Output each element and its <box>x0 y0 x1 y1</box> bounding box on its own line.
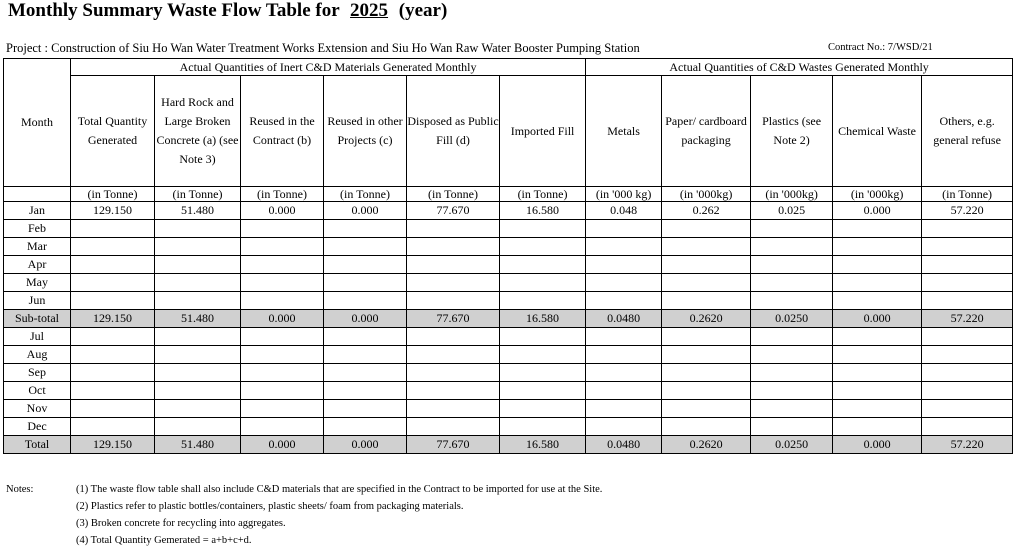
cell-metals: 0.0480 <box>586 436 662 454</box>
cell-metals <box>586 220 662 238</box>
header-others: Others, e.g. general refuse <box>922 76 1013 187</box>
cell-paper: 0.262 <box>662 202 751 220</box>
cell-plastics <box>751 346 833 364</box>
cell-reused-contract <box>241 418 324 436</box>
cell-reused-contract: 0.000 <box>241 202 324 220</box>
cell-plastics <box>751 256 833 274</box>
cell-metals <box>586 292 662 310</box>
cell-metals <box>586 328 662 346</box>
cell-metals <box>586 274 662 292</box>
cell-others <box>922 382 1013 400</box>
cell-others: 57.220 <box>922 310 1013 328</box>
row-month: Sub-total <box>4 310 71 328</box>
cell-reused-other <box>324 274 407 292</box>
cell-hard-rock <box>155 328 241 346</box>
note-4: (4) Total Quantity Gemerated = a+b+c+d. <box>76 535 252 546</box>
cell-chemical <box>833 364 922 382</box>
cell-public-fill <box>407 256 500 274</box>
cell-metals <box>586 256 662 274</box>
cell-public-fill: 77.670 <box>407 310 500 328</box>
title-text: Monthly Summary Waste Flow Table for <box>8 0 340 21</box>
group-header-waste: Actual Quantities of C&D Wastes Generated Monthly <box>586 59 1013 76</box>
unit-total: (in Tonne) <box>71 187 155 202</box>
cell-imported-fill <box>500 238 586 256</box>
note-2: (2) Plastics refer to plastic bottles/containers, plastic sheets/ foam from packaging materials. <box>76 501 464 512</box>
cell-imported-fill <box>500 400 586 418</box>
row-month: Nov <box>4 400 71 418</box>
cell-others <box>922 418 1013 436</box>
cell-paper <box>662 400 751 418</box>
cell-chemical <box>833 274 922 292</box>
cell-imported-fill <box>500 292 586 310</box>
table-row <box>4 202 1013 220</box>
cell-others <box>922 346 1013 364</box>
row-month: Feb <box>4 220 71 238</box>
cell-total <box>71 220 155 238</box>
cell-hard-rock <box>155 418 241 436</box>
table-row <box>4 346 1013 364</box>
cell-hard-rock <box>155 256 241 274</box>
cell-imported-fill <box>500 382 586 400</box>
table-row <box>4 382 1013 400</box>
table-row <box>4 238 1013 256</box>
header-imported-fill: Imported Fill <box>500 76 586 187</box>
row-month: Oct <box>4 382 71 400</box>
cell-total: 129.150 <box>71 202 155 220</box>
cell-chemical <box>833 346 922 364</box>
cell-total <box>71 346 155 364</box>
cell-hard-rock: 51.480 <box>155 310 241 328</box>
cell-total <box>71 400 155 418</box>
cell-paper <box>662 382 751 400</box>
cell-plastics: 0.0250 <box>751 310 833 328</box>
unit-imported-fill: (in Tonne) <box>500 187 586 202</box>
cell-reused-contract: 0.000 <box>241 310 324 328</box>
cell-imported-fill <box>500 364 586 382</box>
cell-others <box>922 328 1013 346</box>
cell-paper <box>662 256 751 274</box>
cell-chemical <box>833 328 922 346</box>
cell-total <box>71 382 155 400</box>
table-row <box>4 418 1013 436</box>
cell-total <box>71 238 155 256</box>
group-header-inert: Actual Quantities of Inert C&D Materials Generated Monthly <box>71 59 586 76</box>
cell-hard-rock <box>155 238 241 256</box>
cell-reused-other: 0.000 <box>324 310 407 328</box>
cell-paper <box>662 418 751 436</box>
cell-plastics: 0.0250 <box>751 436 833 454</box>
table-row <box>4 256 1013 274</box>
cell-reused-other <box>324 220 407 238</box>
unit-hard-rock: (in Tonne) <box>155 187 241 202</box>
cell-hard-rock: 51.480 <box>155 202 241 220</box>
cell-hard-rock <box>155 292 241 310</box>
cell-paper: 0.2620 <box>662 436 751 454</box>
cell-others <box>922 220 1013 238</box>
unit-chemical: (in '000kg) <box>833 187 922 202</box>
cell-paper: 0.2620 <box>662 310 751 328</box>
cell-reused-other <box>324 418 407 436</box>
row-month: Total <box>4 436 71 454</box>
cell-plastics <box>751 292 833 310</box>
cell-public-fill <box>407 400 500 418</box>
cell-others <box>922 400 1013 418</box>
cell-hard-rock <box>155 220 241 238</box>
unit-public-fill: (in Tonne) <box>407 187 500 202</box>
cell-plastics <box>751 328 833 346</box>
cell-metals: 0.048 <box>586 202 662 220</box>
cell-plastics <box>751 418 833 436</box>
cell-hard-rock <box>155 346 241 364</box>
cell-reused-other: 0.000 <box>324 436 407 454</box>
cell-public-fill <box>407 418 500 436</box>
cell-reused-contract <box>241 400 324 418</box>
cell-paper <box>662 292 751 310</box>
page-title <box>8 0 447 22</box>
cell-reused-other <box>324 400 407 418</box>
cell-reused-contract <box>241 238 324 256</box>
cell-total <box>71 256 155 274</box>
cell-reused-contract <box>241 328 324 346</box>
cell-metals <box>586 382 662 400</box>
row-month: Aug <box>4 346 71 364</box>
unit-plastics: (in '000kg) <box>751 187 833 202</box>
unit-row <box>4 187 1013 202</box>
cell-others: 57.220 <box>922 202 1013 220</box>
header-hard-rock: Hard Rock and Large Broken Concrete (a) (see Note 3) <box>155 76 241 187</box>
table-row <box>4 364 1013 382</box>
cell-imported-fill: 16.580 <box>500 436 586 454</box>
cell-paper <box>662 364 751 382</box>
row-month: May <box>4 274 71 292</box>
table-row <box>4 310 1013 328</box>
cell-total: 129.150 <box>71 436 155 454</box>
row-month: Mar <box>4 238 71 256</box>
cell-total <box>71 328 155 346</box>
cell-paper <box>662 238 751 256</box>
header-reused-contract: Reused in the Contract (b) <box>241 76 324 187</box>
cell-public-fill <box>407 382 500 400</box>
cell-chemical <box>833 256 922 274</box>
row-month: Jan <box>4 202 71 220</box>
cell-chemical: 0.000 <box>833 436 922 454</box>
header-reused-other: Reused in other Projects (c) <box>324 76 407 187</box>
title-year: 2025 <box>350 0 389 21</box>
row-month: Jun <box>4 292 71 310</box>
cell-total <box>71 418 155 436</box>
cell-reused-contract <box>241 346 324 364</box>
row-month: Sep <box>4 364 71 382</box>
cell-total: 129.150 <box>71 310 155 328</box>
cell-reused-other <box>324 238 407 256</box>
cell-chemical <box>833 292 922 310</box>
project-line: Project : Construction of Siu Ho Wan Water Treatment Works Extension and Siu Ho Wan Raw Water Booster Pumping Station <box>6 41 640 55</box>
cell-public-fill <box>407 346 500 364</box>
cell-reused-other <box>324 292 407 310</box>
cell-public-fill: 77.670 <box>407 202 500 220</box>
cell-reused-contract <box>241 274 324 292</box>
unit-reused-other: (in Tonne) <box>324 187 407 202</box>
cell-chemical <box>833 220 922 238</box>
column-header-row <box>4 76 1013 187</box>
cell-chemical <box>833 418 922 436</box>
header-plastics: Plastics (see Note 2) <box>751 76 833 187</box>
cell-plastics <box>751 238 833 256</box>
cell-reused-contract <box>241 220 324 238</box>
cell-reused-contract: 0.000 <box>241 436 324 454</box>
cell-hard-rock <box>155 364 241 382</box>
cell-public-fill <box>407 238 500 256</box>
cell-metals <box>586 238 662 256</box>
cell-plastics <box>751 220 833 238</box>
cell-chemical <box>833 400 922 418</box>
cell-hard-rock <box>155 382 241 400</box>
cell-metals: 0.0480 <box>586 310 662 328</box>
cell-reused-contract <box>241 382 324 400</box>
cell-reused-contract <box>241 292 324 310</box>
cell-paper <box>662 274 751 292</box>
cell-public-fill <box>407 292 500 310</box>
cell-paper <box>662 346 751 364</box>
notes-label: Notes: <box>6 484 34 495</box>
waste-flow-table <box>3 58 1013 454</box>
cell-others <box>922 238 1013 256</box>
cell-metals <box>586 364 662 382</box>
cell-total <box>71 274 155 292</box>
cell-reused-other <box>324 346 407 364</box>
cell-reused-other <box>324 364 407 382</box>
note-1: (1) The waste flow table shall also include C&D materials that are specified in the Contract to be imported for use at the Site. <box>76 484 603 495</box>
cell-others <box>922 364 1013 382</box>
header-total: Total Quantity Generated <box>71 76 155 187</box>
table-row <box>4 328 1013 346</box>
cell-others <box>922 256 1013 274</box>
cell-reused-other <box>324 382 407 400</box>
cell-imported-fill <box>500 418 586 436</box>
header-month: Month <box>4 59 71 187</box>
row-month: Jul <box>4 328 71 346</box>
cell-paper <box>662 328 751 346</box>
cell-others <box>922 292 1013 310</box>
table-row <box>4 436 1013 454</box>
cell-chemical: 0.000 <box>833 202 922 220</box>
cell-reused-contract <box>241 364 324 382</box>
cell-paper <box>662 220 751 238</box>
group-header-row <box>4 59 1013 76</box>
cell-imported-fill: 16.580 <box>500 202 586 220</box>
cell-imported-fill: 16.580 <box>500 310 586 328</box>
cell-plastics <box>751 382 833 400</box>
cell-others <box>922 274 1013 292</box>
cell-plastics <box>751 364 833 382</box>
header-chemical: Chemical Waste <box>833 76 922 187</box>
cell-imported-fill <box>500 274 586 292</box>
row-month: Dec <box>4 418 71 436</box>
cell-imported-fill <box>500 346 586 364</box>
cell-public-fill <box>407 220 500 238</box>
table-row <box>4 400 1013 418</box>
cell-total <box>71 292 155 310</box>
cell-hard-rock <box>155 400 241 418</box>
contract-number: Contract No.: 7/WSD/21 <box>828 42 933 53</box>
cell-plastics: 0.025 <box>751 202 833 220</box>
cell-public-fill: 77.670 <box>407 436 500 454</box>
cell-reused-other <box>324 328 407 346</box>
cell-reused-contract <box>241 256 324 274</box>
unit-others: (in Tonne) <box>922 187 1013 202</box>
cell-chemical: 0.000 <box>833 310 922 328</box>
table-row <box>4 292 1013 310</box>
unit-month <box>4 187 71 202</box>
note-3: (3) Broken concrete for recycling into aggregates. <box>76 518 286 529</box>
unit-reused-contract: (in Tonne) <box>241 187 324 202</box>
header-public-fill: Disposed as Public Fill (d) <box>407 76 500 187</box>
cell-chemical <box>833 382 922 400</box>
header-paper: Paper/ cardboard packaging <box>662 76 751 187</box>
cell-imported-fill <box>500 220 586 238</box>
cell-metals <box>586 346 662 364</box>
cell-imported-fill <box>500 256 586 274</box>
unit-metals: (in '000 kg) <box>586 187 662 202</box>
cell-metals <box>586 400 662 418</box>
cell-public-fill <box>407 364 500 382</box>
row-month: Apr <box>4 256 71 274</box>
cell-metals <box>586 418 662 436</box>
unit-paper: (in '000kg) <box>662 187 751 202</box>
title-suffix: (year) <box>398 0 448 21</box>
header-metals: Metals <box>586 76 662 187</box>
cell-imported-fill <box>500 328 586 346</box>
cell-total <box>71 364 155 382</box>
cell-plastics <box>751 400 833 418</box>
table-row <box>4 220 1013 238</box>
cell-public-fill <box>407 274 500 292</box>
cell-others: 57.220 <box>922 436 1013 454</box>
cell-public-fill <box>407 328 500 346</box>
table-row <box>4 274 1013 292</box>
cell-hard-rock <box>155 274 241 292</box>
cell-reused-other: 0.000 <box>324 202 407 220</box>
cell-chemical <box>833 238 922 256</box>
cell-reused-other <box>324 256 407 274</box>
cell-plastics <box>751 274 833 292</box>
cell-hard-rock: 51.480 <box>155 436 241 454</box>
